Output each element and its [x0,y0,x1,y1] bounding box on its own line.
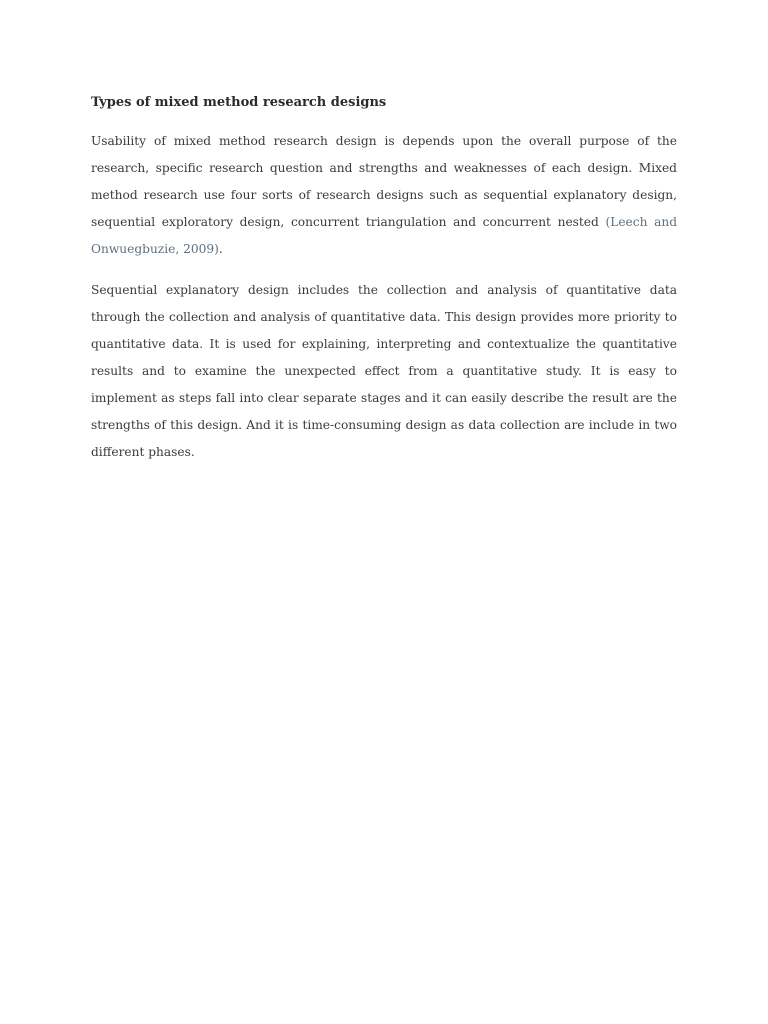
paragraph-2: Sequential explanatory design includes the collection and analysis of quantitative data through the collection and analysis of quantitative data. This design provides more priority to quantitative data. It is used for explaining, interpreting and contextualize the quantitative results and to examine the unexpected effect from a quantitative study. It is easy to implement as steps fall into clear separate stages and it can easily describe the result are the strengths of this design. And it is time-consuming design as data collection are include in two different phases. [91,283,677,459]
paragraph-1-text: Usability of mixed method research design is depends upon the overall purpose of the research, specific research question and strengths and weaknesses of each design. Mixed method research use four sorts of research designs such as sequential explanatory design, sequential exploratory design, concurrent triangulation and concurrent nested [91,134,677,229]
section-heading: Types of mixed method research designs [91,95,387,110]
document-body [91,94,677,480]
paragraph-1-end: . [218,242,223,256]
paragraph-1 [91,128,677,263]
citation: (Leech and Onwuegbuzie, 2009) [91,215,677,256]
